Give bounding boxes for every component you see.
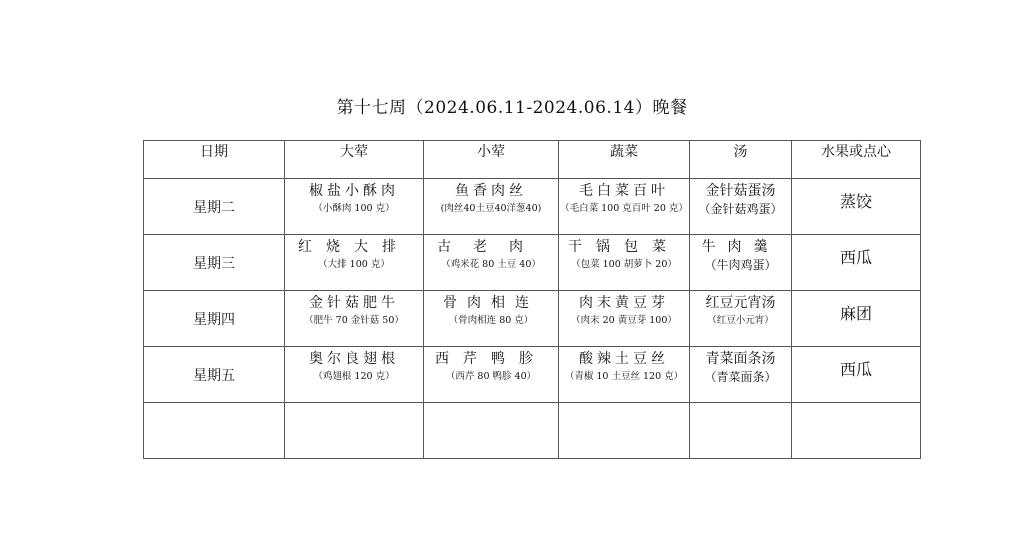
header-xiaohun: 小荤: [424, 141, 559, 179]
fruit-cell: [792, 291, 921, 347]
dish-name: 鱼香肉丝: [455, 183, 527, 199]
dish-detail: （肥牛 70 金针菇 50）: [304, 315, 404, 326]
day-cell: 星期五: [144, 347, 285, 403]
dish-name: 骨肉相连: [443, 295, 539, 311]
dish-name: 红豆元宵汤: [705, 295, 776, 311]
header-date: 日期: [144, 141, 285, 179]
dish-detail: （小酥肉 100 克）: [313, 203, 395, 214]
dish-detail: （青菜面条）: [704, 370, 777, 384]
dish-name: 干锅包菜: [568, 239, 680, 255]
header-tang: 汤: [690, 141, 792, 179]
dish-name: 西芹鸭胗: [435, 351, 547, 367]
fruit-name: 西瓜: [839, 248, 872, 267]
dish-detail: （鸡米花 80 土豆 40）: [441, 259, 541, 270]
fruit-cell: [792, 347, 921, 403]
tang-cell: [690, 179, 792, 235]
menu-table: [143, 140, 921, 459]
dish-name: 古老肉: [437, 239, 545, 255]
xiaohun-cell: [424, 235, 559, 291]
empty-cell: [792, 403, 921, 459]
dish-detail: （大排 100 克）: [318, 259, 390, 270]
tang-cell: [690, 347, 792, 403]
dish-detail: （毛白菜 100 克百叶 20 克）: [560, 203, 688, 214]
header-dahun: 大荤: [285, 141, 424, 179]
dish-name: 奥尔良翅根: [309, 351, 399, 367]
page-title: 第十七周（2024.06.11-2024.06.14）晚餐: [336, 98, 688, 118]
fruit-cell: [792, 179, 921, 235]
dahun-cell: [285, 291, 424, 347]
dish-detail: （青椒 10 土豆丝 120 克）: [564, 371, 684, 382]
dish-name: 金针菇蛋汤: [705, 183, 776, 199]
shucai-cell: [559, 347, 690, 403]
table-row: [144, 235, 921, 291]
header-shucai: 蔬菜: [559, 141, 690, 179]
dish-detail: （红豆小元宵）: [707, 315, 774, 326]
dahun-cell: [285, 179, 424, 235]
fruit-name: 麻团: [839, 304, 872, 323]
dahun-cell: [285, 347, 424, 403]
dish-name: 酸辣土豆丝: [579, 351, 669, 367]
dish-detail: （金针菇鸡蛋）: [698, 202, 783, 216]
tang-cell: [690, 235, 792, 291]
empty-cell: [424, 403, 559, 459]
table-row: [144, 179, 921, 235]
dish-name: 牛肉羹: [701, 239, 780, 255]
dish-detail: （鸡翅根 120 克）: [313, 371, 395, 382]
fruit-cell: [792, 235, 921, 291]
shucai-cell: [559, 179, 690, 235]
dish-name: 红烧大排: [298, 239, 410, 255]
table-header-row: [144, 141, 921, 179]
fruit-name: 西瓜: [839, 360, 872, 379]
dahun-cell: [285, 235, 424, 291]
empty-cell: [690, 403, 792, 459]
day-cell: 星期二: [144, 179, 285, 235]
table-row: [144, 291, 921, 347]
dish-name: 椒盐小酥肉: [309, 183, 399, 199]
dish-name: 青菜面条汤: [705, 351, 776, 367]
dish-detail: （西芹 80 鸭胗 40）: [445, 371, 537, 382]
dish-detail: （肉末 20 黄豆芽 100）: [571, 315, 677, 326]
dish-detail: （包菜 100 胡萝卜 20）: [571, 259, 677, 270]
shucai-cell: [559, 235, 690, 291]
empty-cell: [559, 403, 690, 459]
header-fruit: 水果或点心: [792, 141, 921, 179]
shucai-cell: [559, 291, 690, 347]
day-cell: 星期三: [144, 235, 285, 291]
empty-cell: [285, 403, 424, 459]
xiaohun-cell: [424, 291, 559, 347]
empty-cell: [144, 403, 285, 459]
table-row-empty: [144, 403, 921, 459]
dish-name: 毛白菜百叶: [579, 183, 669, 199]
xiaohun-cell: [424, 347, 559, 403]
tang-cell: [690, 291, 792, 347]
xiaohun-cell: [424, 179, 559, 235]
dish-detail: （牛肉鸡蛋）: [704, 258, 777, 272]
dish-name: 金针菇肥牛: [309, 295, 399, 311]
dish-detail: (肉丝40土豆40洋葱40): [440, 203, 542, 214]
table-row: [144, 347, 921, 403]
dish-detail: （骨肉相连 80 克）: [448, 315, 534, 326]
day-cell: 星期四: [144, 291, 285, 347]
dish-name: 肉末黄豆芽: [579, 295, 669, 311]
fruit-name: 蒸饺: [839, 192, 872, 211]
